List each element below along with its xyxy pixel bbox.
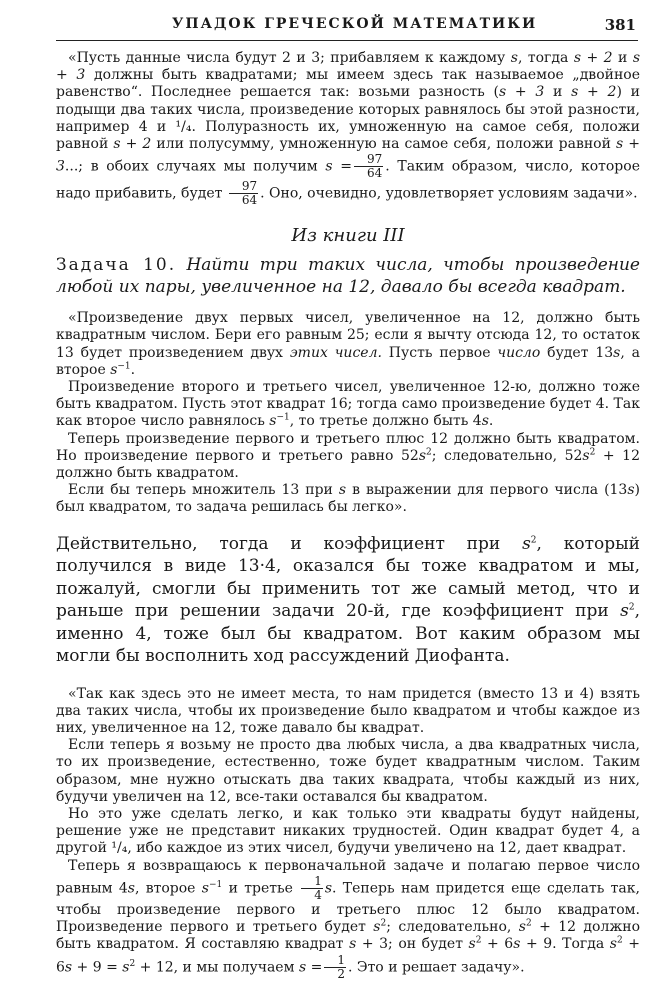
quote2-paragraph-2: Произведение второго и третьего чисел, увеличенное 12-ю, должно тоже быть квадратом. Пусть этот квадрат 16; тогда само произведение будет 4. Так как второе число равнялось $s^{-1}$, то третье должно быть 4s. (56, 379, 640, 430)
quote2-paragraph-3: Теперь произведение первого и третьего плюс 12 должно быть квадратом. Но произведение первого и третьего равно $52s^2$; следовательно, $52s^2 + 12$ должно быть квадратом. (56, 430, 640, 482)
page-body (56, 50, 640, 981)
quote3-paragraph-3: Но это уже сделать легко, и как только эти квадраты будут найдены, решение уже не представит никаких трудностей. Один квадрат будет 4, а другой ¹/₄, ибо каждое из этих чисел, будучи увеличено на 12, дает квадрат. (56, 806, 640, 857)
fraction-1-4: $\frac{1}{4}$ (301, 875, 323, 902)
page-header (60, 16, 640, 38)
page-number: 381 (604, 16, 636, 34)
problem-label: Задача 10. (56, 255, 177, 276)
fraction-1-2: $\frac{1}{2}$ (324, 954, 346, 981)
quote3-paragraph-1: «Так как здесь это не имеет места, то нам придется (вместо 13 и 4) взять два таких числа, чтобы их произведение было квадратом и чтобы каждое из них, увеличенное на 12, тоже давало бы квадрат. (56, 685, 640, 737)
main-paragraph: Действительно, тогда и коэффициент при $s^2$, который получился в виде 13·4, оказался бы тоже квадратом и мы, пожалуй, смогли бы применить тот же самый метод, что и раньше при решении задачи 20-й, где коэффициент при $s^2$, именно 4, тоже был бы квадратом. Вот каким образом мы могли бы восполнить ход рассуждений Диофанта. (56, 533, 641, 667)
fraction-97-64: $\frac{97}{64}$ (354, 153, 383, 180)
running-title: УПАДОК ГРЕЧЕСКОЙ МАТЕМАТИКИ (172, 16, 538, 32)
problem-statement (56, 254, 640, 298)
quote3-paragraph-4: Теперь я возвращаюсь к первоначальной задаче и полагаю первое число равным 4s, второе $s^{-1}$ и третье $\frac{1}{4}$ s. Теперь нам придется еще сделать так, чтобы произведение первого и третьего плюс 12 было квадратом. Произведение первого и третьего будет $s^2$; следовательно, $s^2 + 12$ должно быть квадратом. Я составляю квадрат s + 3; он будет $s^2 + 6s + 9$. Тогда $s^2 + 6s + 9 = s^2 + 12$, и мы получаем s = $\frac{1}{2}$ . Это и решает задачу». (56, 857, 640, 981)
quote-double-equation: «Пусть данные числа будут 2 и 3; прибавляем к каждому s, тогда s + 2 и s + 3 должны быть квадратами; мы имеем здесь так называемое „двойное равенство“. Последнее решается так: возьми разность (s + 3 и s + 2) и подыщи два таких числа, произведение которых равнялось бы этой разности, например 4 и ¹/₄. Полуразность их, умноженную на самое себя, положи равной s + 2 или полусумму, умноженную на самое себя, положи равной s + 3...; в обоих случаях мы получим s = $\frac{97}{64}$ . Таким образом, число, которое надо прибавить, будет $\frac{97}{64}$ . Оно, очевидно, удовлетворяет условиям задачи». (56, 50, 641, 208)
quote2-paragraph-4: Если бы теперь множитель 13 при s в выражении для первого числа (13s) был квадратом, то задача решилась бы легко». (56, 482, 641, 516)
header-rule (56, 40, 638, 41)
fraction-97-64-b: $\frac{97}{64}$ (229, 180, 258, 207)
quote3-paragraph-2: Если теперь я возьму не просто два любых числа, а два квадратных числа, то их произведение, естественно, тоже будет квадратным числом. Таким образом, мне нужно отыскать два таких квадрата, чтобы каждый из них, будучи увеличен на 12, все-таки оставался бы квадратом. (56, 737, 640, 805)
quote2-paragraph-1: «Произведение двух первых чисел, увеличенное на 12, должно быть квадратным числом. Бери его равным 25; если я вычту отсюда 12, то остаток 13 будет произведением двух этих чисел. Пусть первое число будет 13s, а второе $s^{-1}$. (56, 310, 640, 378)
section-title: Из книги III (291, 225, 405, 247)
problem-text: Найти три таких числа, чтобы произведение любой их пары, увеличенное на 12, давало бы всегда квадрат. (56, 255, 640, 298)
